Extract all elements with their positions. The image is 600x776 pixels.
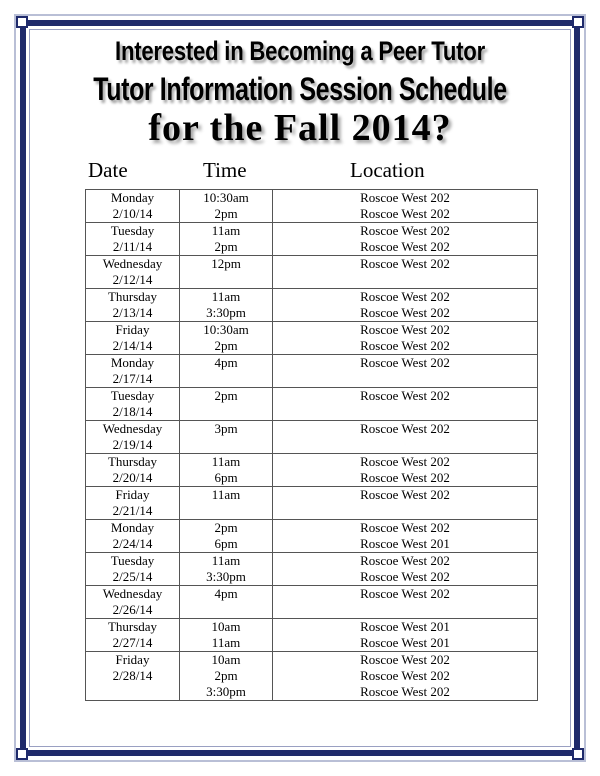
location-cell — [273, 223, 538, 256]
session-location: Roscoe West 202 — [360, 652, 450, 667]
session-date: 2/13/14 — [112, 305, 153, 320]
column-header-time: Time — [203, 158, 247, 182]
session-location: Roscoe West 202 — [360, 289, 450, 304]
border-corner-ornament — [16, 16, 28, 28]
border-corner-ornament — [16, 748, 28, 760]
date-cell — [86, 454, 180, 487]
border-corner-ornament — [572, 748, 584, 760]
session-date: 2/26/14 — [112, 602, 153, 617]
session-date: 2/11/14 — [112, 239, 153, 254]
session-day: Friday — [115, 487, 150, 502]
date-cell — [86, 520, 180, 553]
date-cell — [86, 421, 180, 454]
blank-line — [273, 371, 537, 387]
session-location: Roscoe West 202 — [360, 684, 450, 699]
border-corner-ornament — [572, 16, 584, 28]
session-location: Roscoe West 202 — [360, 338, 450, 353]
time-cell — [180, 619, 273, 652]
session-time: 11am — [211, 635, 241, 650]
session-time: 2pm — [214, 388, 238, 403]
session-day: Thursday — [107, 619, 158, 634]
session-location: Roscoe West 202 — [360, 454, 450, 469]
location-cell — [273, 454, 538, 487]
session-day: Friday — [115, 322, 150, 337]
schedule-table-body — [86, 190, 538, 701]
session-date: 2/28/14 — [112, 668, 153, 683]
session-date: 2/21/14 — [112, 503, 153, 518]
session-location: Roscoe West 201 — [360, 536, 450, 551]
session-time: 10am — [211, 652, 241, 667]
blank-line — [273, 503, 537, 519]
table-row — [86, 256, 538, 289]
column-header-date: Date — [88, 158, 128, 182]
table-row — [86, 487, 538, 520]
session-location: Roscoe West 202 — [360, 256, 450, 271]
time-cell — [180, 388, 273, 421]
location-cell — [273, 586, 538, 619]
location-cell — [273, 619, 538, 652]
session-location: Roscoe West 202 — [360, 355, 450, 370]
location-cell — [273, 487, 538, 520]
session-location: Roscoe West 202 — [360, 388, 450, 403]
session-date: 2/25/14 — [112, 569, 153, 584]
session-day: Monday — [110, 190, 155, 205]
table-row — [86, 289, 538, 322]
session-day: Thursday — [107, 454, 158, 469]
headline-question: Interested in Becoming a Peer Tutor — [115, 36, 485, 66]
session-location: Roscoe West 202 — [360, 322, 450, 337]
session-time: 3:30pm — [206, 569, 246, 584]
table-row — [86, 223, 538, 256]
session-day: Wednesday — [102, 421, 163, 436]
date-cell — [86, 586, 180, 619]
session-time: 10:30am — [203, 322, 249, 337]
session-time: 11am — [211, 487, 241, 502]
session-time: 6pm — [214, 536, 238, 551]
time-cell — [180, 487, 273, 520]
blank-line — [86, 684, 179, 700]
session-date: 2/24/14 — [112, 536, 153, 551]
table-row — [86, 421, 538, 454]
session-location: Roscoe West 202 — [360, 520, 450, 535]
location-cell — [273, 322, 538, 355]
blank-line — [180, 602, 272, 618]
session-time: 6pm — [214, 470, 238, 485]
session-time: 11am — [211, 223, 241, 238]
table-row — [86, 454, 538, 487]
headline-title: Tutor Information Session Schedule — [93, 71, 507, 107]
time-cell — [180, 223, 273, 256]
session-time: 3pm — [214, 421, 238, 436]
session-location: Roscoe West 202 — [360, 569, 450, 584]
session-day: Wednesday — [102, 586, 163, 601]
blank-line — [180, 404, 272, 420]
table-row — [86, 388, 538, 421]
schedule-table — [85, 189, 538, 701]
session-location: Roscoe West 202 — [360, 239, 450, 254]
table-row — [86, 586, 538, 619]
session-time: 2pm — [214, 206, 238, 221]
table-row — [86, 355, 538, 388]
session-time: 12pm — [211, 256, 241, 271]
session-location: Roscoe West 202 — [360, 553, 450, 568]
session-day: Tuesday — [110, 553, 155, 568]
location-cell — [273, 421, 538, 454]
session-date: 2/18/14 — [112, 404, 153, 419]
blank-line — [180, 437, 272, 453]
time-cell — [180, 553, 273, 586]
session-date: 2/12/14 — [112, 272, 153, 287]
blank-line — [180, 503, 272, 519]
table-row — [86, 652, 538, 701]
table-row — [86, 553, 538, 586]
location-cell — [273, 388, 538, 421]
blank-line — [273, 272, 537, 288]
session-time: 11am — [211, 553, 241, 568]
session-day: Tuesday — [110, 388, 155, 403]
table-row — [86, 190, 538, 223]
session-location: Roscoe West 202 — [360, 668, 450, 683]
location-cell — [273, 289, 538, 322]
column-header-location: Location — [350, 158, 425, 182]
time-cell — [180, 652, 273, 701]
time-cell — [180, 454, 273, 487]
session-day: Monday — [110, 355, 155, 370]
session-time: 10am — [211, 619, 241, 634]
blank-line — [180, 371, 272, 387]
headline-term: for the Fall 2014? — [148, 107, 452, 149]
session-location: Roscoe West 202 — [360, 305, 450, 320]
session-day: Thursday — [107, 289, 158, 304]
location-cell — [273, 256, 538, 289]
session-location: Roscoe West 201 — [360, 635, 450, 650]
blank-line — [273, 602, 537, 618]
date-cell — [86, 256, 180, 289]
session-time: 4pm — [214, 355, 238, 370]
session-day: Wednesday — [102, 256, 163, 271]
blank-line — [273, 437, 537, 453]
time-cell — [180, 256, 273, 289]
location-cell — [273, 652, 538, 701]
table-row — [86, 322, 538, 355]
session-location: Roscoe West 201 — [360, 619, 450, 634]
session-time: 2pm — [214, 520, 238, 535]
location-cell — [273, 553, 538, 586]
blank-line — [273, 404, 537, 420]
session-date: 2/27/14 — [112, 635, 153, 650]
session-date: 2/19/14 — [112, 437, 153, 452]
time-cell — [180, 586, 273, 619]
time-cell — [180, 520, 273, 553]
location-cell — [273, 520, 538, 553]
session-time: 10:30am — [203, 190, 249, 205]
session-date: 2/17/14 — [112, 371, 153, 386]
session-time: 2pm — [214, 239, 238, 254]
session-location: Roscoe West 202 — [360, 586, 450, 601]
session-location: Roscoe West 202 — [360, 470, 450, 485]
location-cell — [273, 355, 538, 388]
date-cell — [86, 619, 180, 652]
session-location: Roscoe West 202 — [360, 421, 450, 436]
session-time: 11am — [211, 454, 241, 469]
session-location: Roscoe West 202 — [360, 223, 450, 238]
session-time: 3:30pm — [206, 684, 246, 699]
session-location: Roscoe West 202 — [360, 190, 450, 205]
date-cell — [86, 190, 180, 223]
session-day: Friday — [115, 652, 150, 667]
session-day: Monday — [110, 520, 155, 535]
session-time: 4pm — [214, 586, 238, 601]
session-time: 3:30pm — [206, 305, 246, 320]
time-cell — [180, 322, 273, 355]
session-time: 11am — [211, 289, 241, 304]
date-cell — [86, 355, 180, 388]
session-location: Roscoe West 202 — [360, 487, 450, 502]
session-date: 2/14/14 — [112, 338, 153, 353]
time-cell — [180, 355, 273, 388]
session-date: 2/10/14 — [112, 206, 153, 221]
date-cell — [86, 487, 180, 520]
session-location: Roscoe West 202 — [360, 206, 450, 221]
date-cell — [86, 652, 180, 701]
date-cell — [86, 388, 180, 421]
date-cell — [86, 223, 180, 256]
session-time: 2pm — [214, 338, 238, 353]
session-date: 2/20/14 — [112, 470, 153, 485]
session-day: Tuesday — [110, 223, 155, 238]
time-cell — [180, 289, 273, 322]
session-time: 2pm — [214, 668, 238, 683]
table-row — [86, 619, 538, 652]
date-cell — [86, 553, 180, 586]
table-row — [86, 520, 538, 553]
time-cell — [180, 421, 273, 454]
date-cell — [86, 322, 180, 355]
blank-line — [180, 272, 272, 288]
time-cell — [180, 190, 273, 223]
date-cell — [86, 289, 180, 322]
location-cell — [273, 190, 538, 223]
